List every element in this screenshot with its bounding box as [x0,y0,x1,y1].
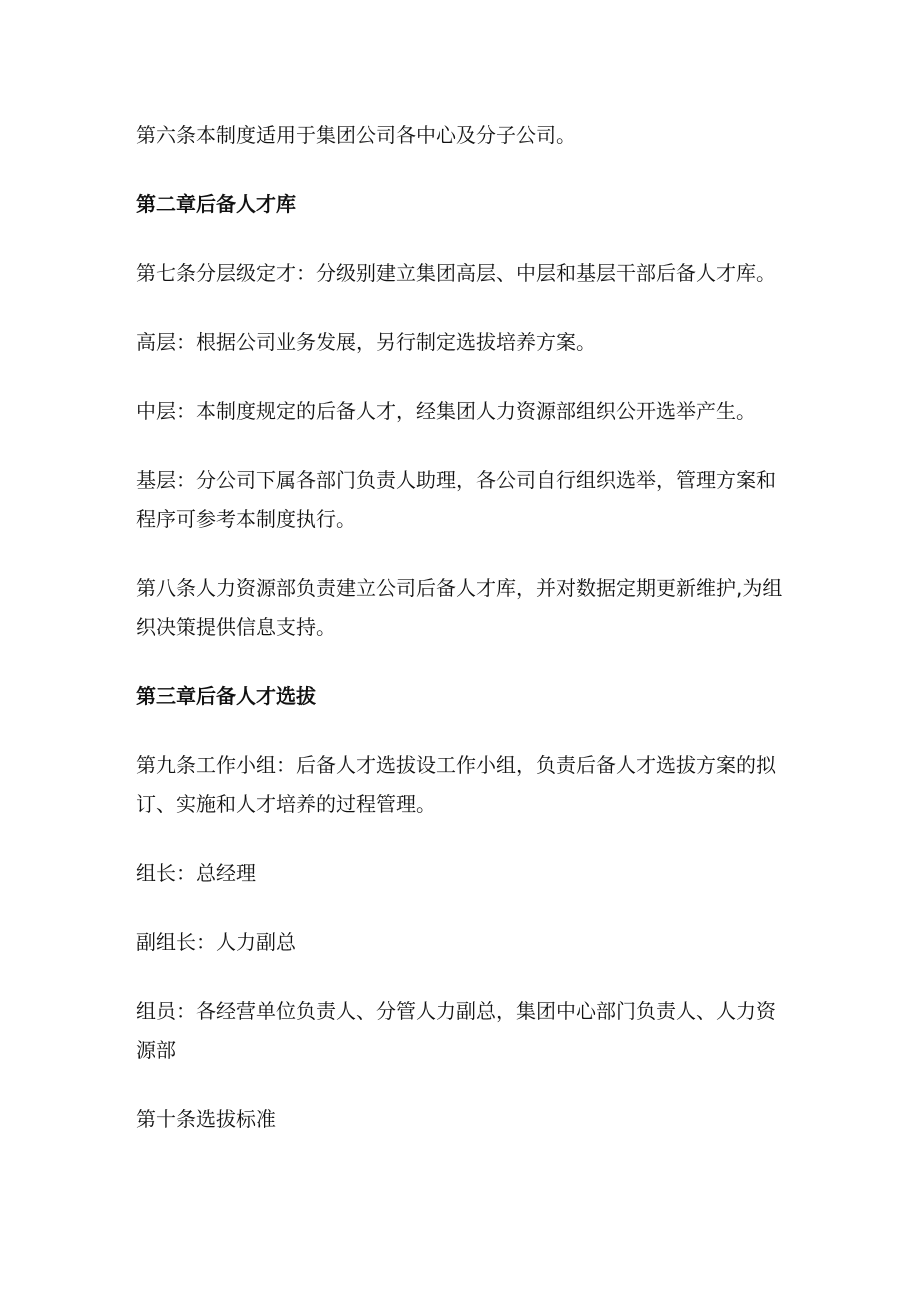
team-leader-line-1: 组长：总经理 [136,861,256,885]
base-level-line-2: 程序可参考本制度执行。 [136,507,356,531]
senior-level-line-1: 高层：根据公司业务发展，另行制定选拔培养方案。 [136,330,596,354]
team-members-line-1: 组员：各经营单位负责人、分管人力副总，集团中心部门负责人、人力资 [136,999,776,1023]
article-6-line-1: 第六条本制度适用于集团公司各中心及分子公司。 [136,123,576,147]
chapter-3-heading [136,677,796,716]
senior-level-item [136,323,796,362]
deputy-leader-line-1: 副组长：人力副总 [136,930,296,954]
article-10 [136,1100,796,1139]
deputy-leader-item [136,923,796,962]
article-9-line-2: 订、实施和人才培养的过程管理。 [136,792,436,816]
team-members-line-2: 源部 [136,1038,176,1062]
article-7-line-1: 第七条分层级定才：分级别建立集团高层、中层和基层干部后备人才库。 [136,261,776,285]
article-10-line-1: 第十条选拔标准 [136,1107,276,1131]
team-members-item [136,992,796,1070]
article-8-line-1: 第八条人力资源部负责建立公司后备人才库，并对数据定期更新维护,为组 [136,576,783,600]
base-level-item [136,461,796,539]
chapter-3-heading-text: 第三章后备人才选拔 [136,684,316,708]
chapter-2-heading-text: 第二章后备人才库 [136,192,296,216]
article-6 [136,116,796,155]
article-8 [136,569,796,647]
document-body [136,116,796,1139]
middle-level-line-1: 中层：本制度规定的后备人才，经集团人力资源部组织公开选举产生。 [136,399,756,423]
article-9 [136,746,796,824]
chapter-2-heading [136,185,796,224]
middle-level-item [136,392,796,431]
article-8-line-2: 织决策提供信息支持。 [136,615,336,639]
article-7 [136,254,796,293]
team-leader-item [136,854,796,893]
base-level-line-1: 基层：分公司下属各部门负责人助理，各公司自行组织选举，管理方案和 [136,468,776,492]
article-9-line-1: 第九条工作小组：后备人才选拔设工作小组，负责后备人才选拔方案的拟 [136,753,776,777]
